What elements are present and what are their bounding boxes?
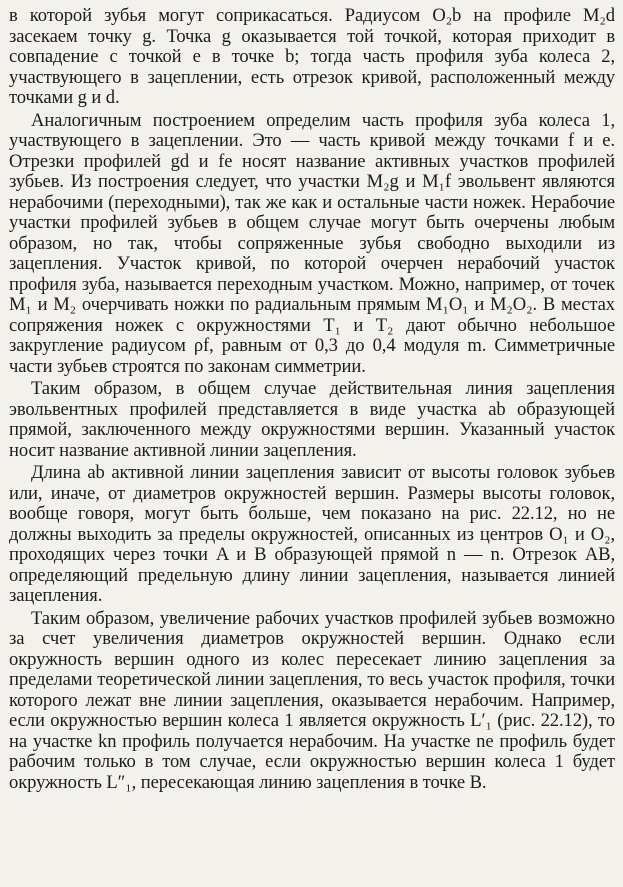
paragraph: Аналогичным построением определим часть профиля зуба колеса 1, участвующего в зацеплении. Это — часть кривой между точками f и e. Отрезки профилей gd и fe носят название активных участков профилей зубьев. Из построения следует, что участки M₂g и M₁f эвольвент являются нерабочими (переходными), так же как и остальные части ножек. Нерабочие участки профилей зубьев в общем случае могут быть очерчены любым образом, но так, чтобы сопряженные зубья свободно выходили из зацепления. Участок кривой, по которой очерчен нерабочий участок профиля зуба, называется переходным участком. Можно, например, от точек M₁ и M₂ очерчивать ножки по радиальным прямым M₁O₁ и M₂O₂. В местах сопряжения ножек с окружностями T₁ и T₂ дают обычно небольшое закругление радиусом ρf, равным от 0,3 до 0,4 модуля m. Симметричные части зубьев строятся по законам симметрии.	[9, 109, 615, 377]
paragraph: в которой зубья могут соприкасаться. Радиусом O₂b на профиле M₂d засекаем точку g. Точка g оказывается той точкой, которая приходит в совпадение с точкой e в точке b; тогда часть профиля зуба колеса 2, участвующего в зацеплении, есть отрезок кривой, расположенный между точками g и d.	[9, 5, 615, 108]
paragraph: Длина ab активной линии зацепления зависит от высоты головок зубьев или, иначе, от диаметров окружностей вершин. Размеры высоты головок, вообще говоря, могут быть больше, чем показано на рис. 22.12, но не должны выходить за пределы окружностей, описанных из центров O₁ и O₂, проходящих через точки A и B образующей прямой n — n. Отрезок AB, определяющий предельную длину линии зацепления, называется линией зацепления.	[9, 462, 615, 606]
paragraph: Таким образом, в общем случае действительная линия зацепления эвольвентных профилей представляется в виде участка ab образующей прямой, заключенного между окружностями вершин. Указанный участок носит название активной линии зацепления.	[9, 378, 615, 461]
paragraph: Таким образом, увеличение рабочих участков профилей зубьев возможно за счет увеличения диаметров окружностей вершин. Однако если окружность вершин одного из колес пересекает линию зацепления за пределами теоретической линии зацепления, то весь участок профиля, точки которого лежат вне линии зацепления, оказывается нерабочим. Например, если окружностью вершин колеса 1 является окружность L′₁ (рис. 22.12), то на участке kn профиль получается нерабочим. На участке ne профиль будет рабочим только в том случае, если окружностью вершин колеса 1 будет окружность L″₁, пересекающая линию зацепления в точке B.	[9, 607, 615, 793]
